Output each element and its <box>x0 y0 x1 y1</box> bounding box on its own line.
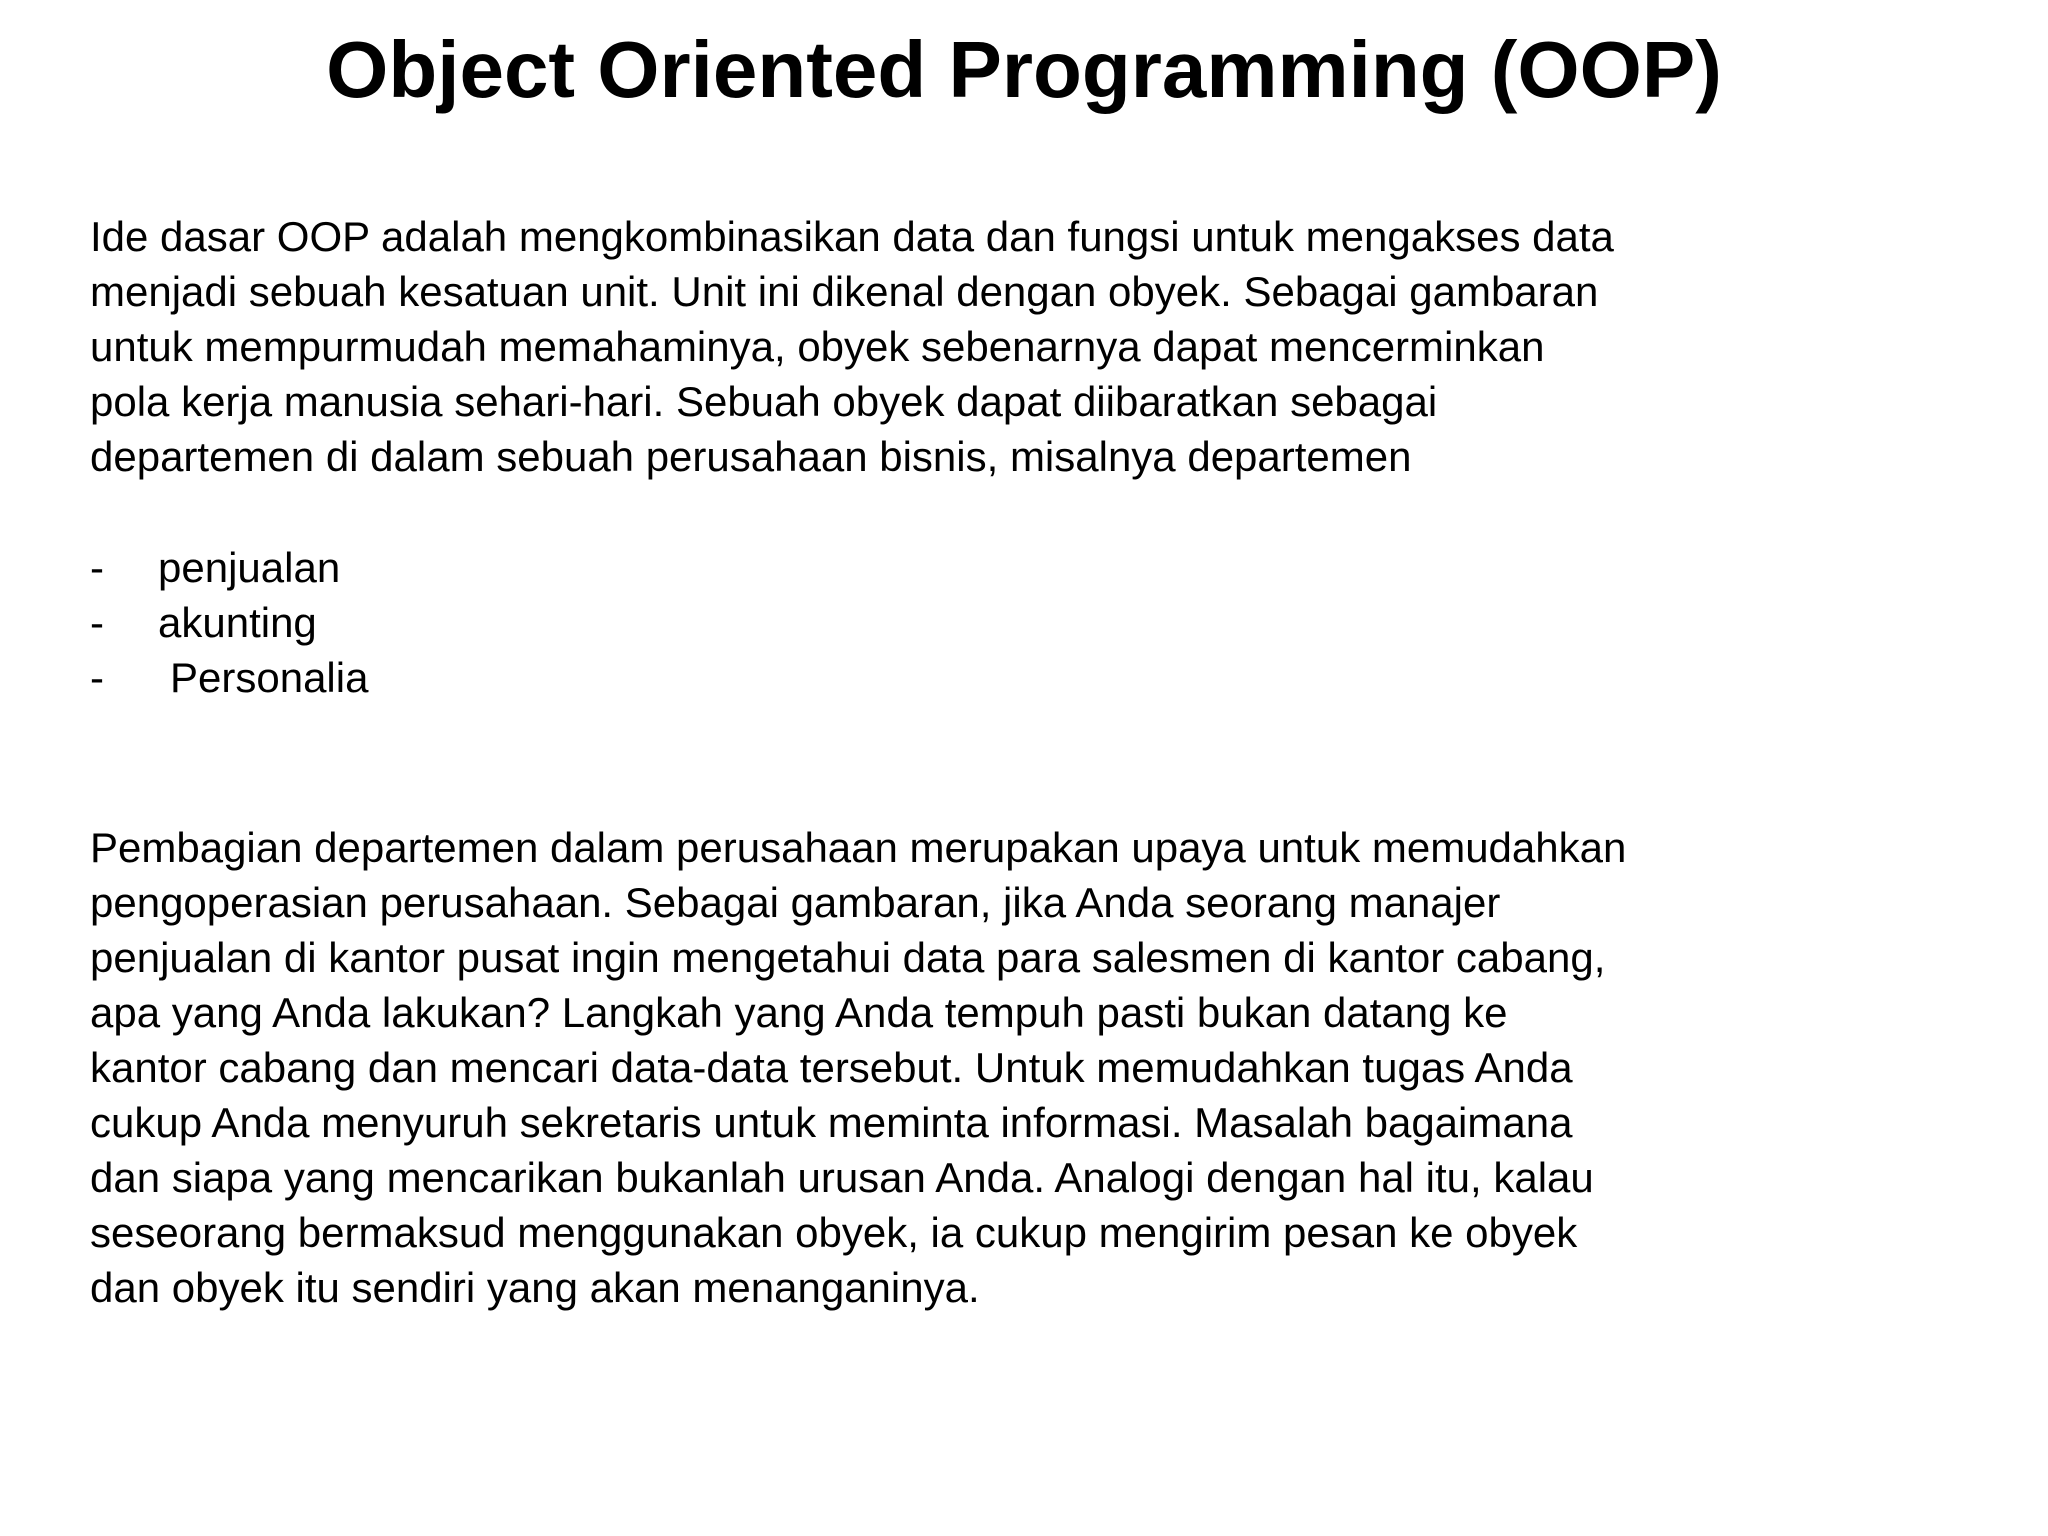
analogy-line: Pembagian departemen dalam perusahaan merupakan upaya untuk memudahkan <box>90 824 1627 871</box>
bullet-dash: - <box>90 544 104 591</box>
list-item <box>90 595 368 650</box>
analogy-line: apa yang Anda lakukan? Langkah yang Anda tempuh pasti bukan datang ke <box>90 989 1508 1036</box>
list-item <box>90 540 368 595</box>
analogy-line: seseorang bermaksud menggunakan obyek, ia cukup mengirim pesan ke obyek <box>90 1209 1578 1256</box>
analogy-line: kantor cabang dan mencari data-data tersebut. Untuk memudahkan tugas Anda <box>90 1044 1573 1091</box>
analogy-line: dan siapa yang mencarikan bukanlah urusan Anda. Analogi dengan hal itu, kalau <box>90 1154 1594 1201</box>
intro-line: untuk mempurmudah memahaminya, obyek sebenarnya dapat mencerminkan <box>90 323 1545 370</box>
bullet-dash: - <box>90 654 104 701</box>
list-item <box>90 650 368 705</box>
intro-line: Ide dasar OOP adalah mengkombinasikan data dan fungsi untuk mengakses data <box>90 213 1614 260</box>
analogy-line: dan obyek itu sendiri yang akan menanganinya. <box>90 1264 980 1311</box>
slide-title: Object Oriented Programming (OOP) <box>326 25 1722 114</box>
intro-line: pola kerja manusia sehari-hari. Sebuah obyek dapat diibaratkan sebagai <box>90 378 1438 425</box>
analogy-paragraph <box>90 820 1990 1315</box>
list-item-label: penjualan <box>158 544 341 591</box>
analogy-line: penjualan di kantor pusat ingin mengetahui data para salesmen di kantor cabang, <box>90 934 1606 981</box>
list-item-label: akunting <box>158 599 317 646</box>
intro-paragraph <box>90 209 1990 484</box>
intro-line: menjadi sebuah kesatuan unit. Unit ini dikenal dengan obyek. Sebagai gambaran <box>90 268 1599 315</box>
analogy-line: pengoperasian perusahaan. Sebagai gambaran, jika Anda seorang manajer <box>90 879 1501 926</box>
intro-line: departemen di dalam sebuah perusahaan bisnis, misalnya departemen <box>90 433 1412 480</box>
department-list <box>90 540 368 705</box>
list-item-label: Personalia <box>170 654 369 701</box>
bullet-dash: - <box>90 599 104 646</box>
analogy-line: cukup Anda menyuruh sekretaris untuk meminta informasi. Masalah bagaimana <box>90 1099 1573 1146</box>
